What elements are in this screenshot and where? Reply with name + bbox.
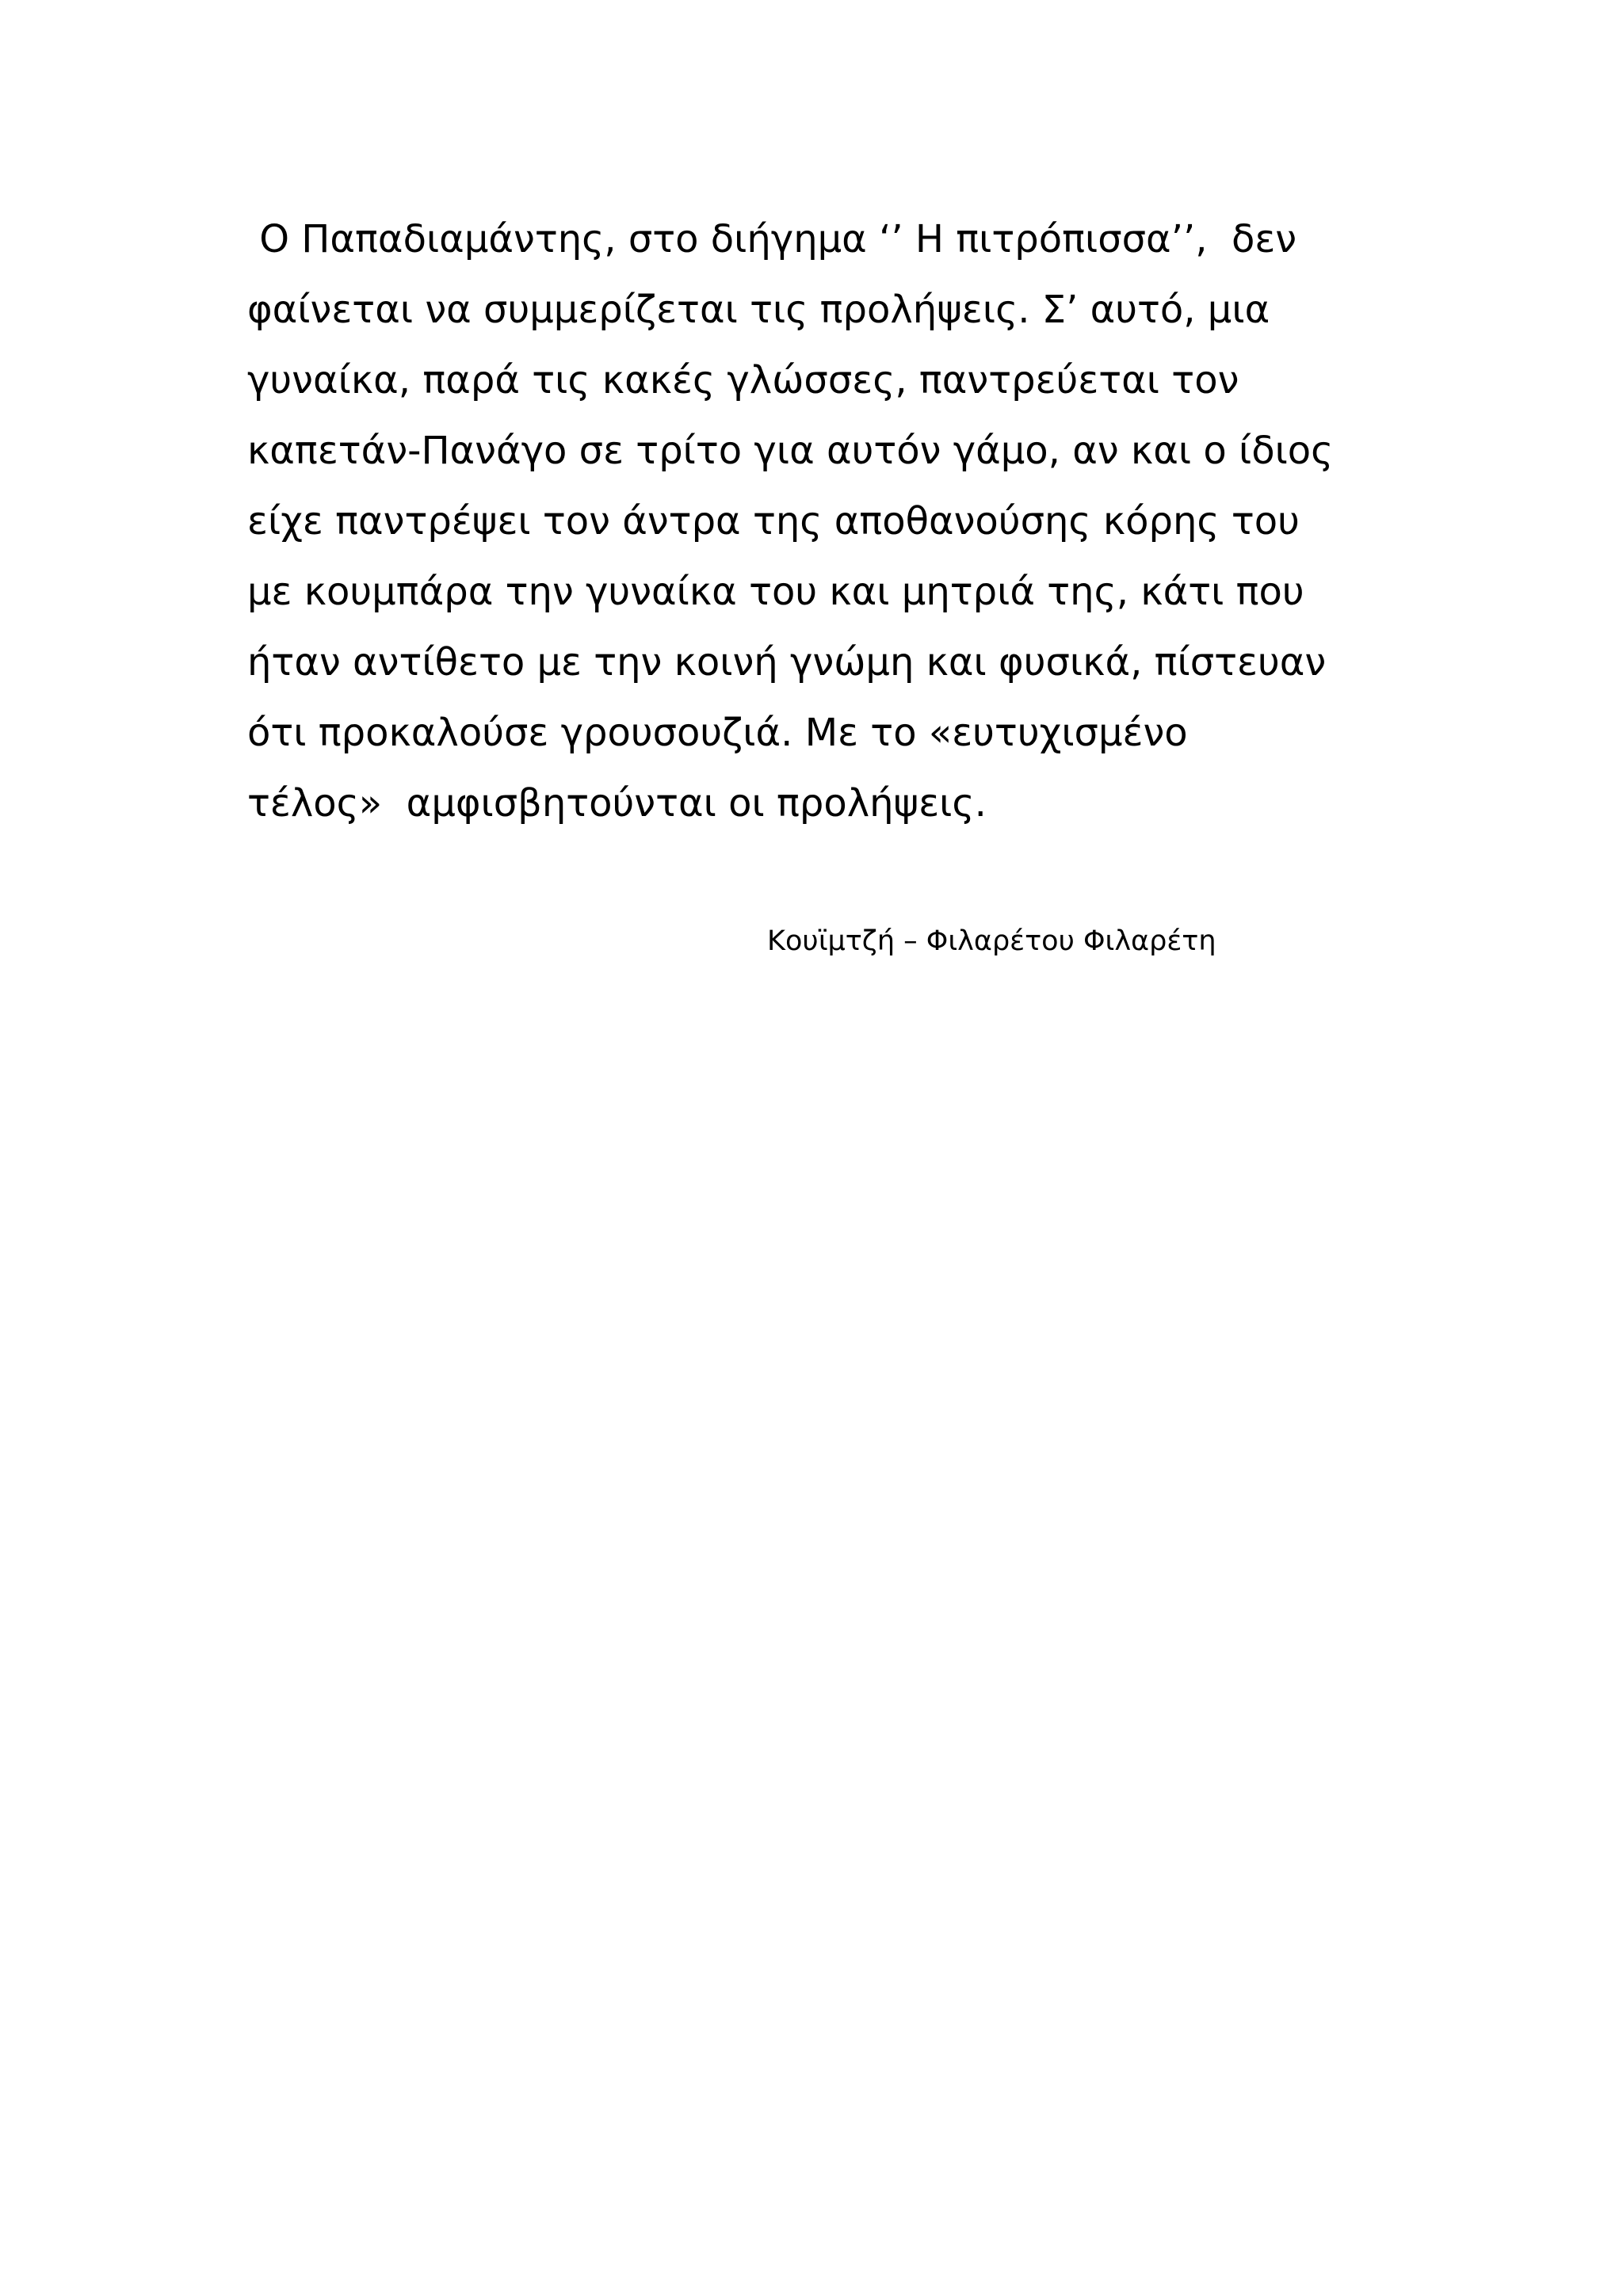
paragraph-line: φαίνεται να συμμερίζεται τις προλήψεις. Σ’ αυτό, μια — [247, 288, 1270, 332]
paragraph-line: είχε παντρέψει τον άντρα της αποθανούσης κόρης του — [247, 499, 1300, 543]
paragraph-line: ήταν αντίθετο με την κοινή γνώμη και φυσικά, πίστευαν — [247, 640, 1327, 685]
paragraph-line: Ο Παπαδιαμάντης, στο διήγημα ‘’ Η πιτρόπισσα’’, δεν — [247, 217, 1297, 261]
author-signature: Κουϊμτζή – Φιλαρέτου Φιλαρέτη — [767, 925, 1216, 957]
paragraph-line: με κουμπάρα την γυναίκα του και μητριά της, κάτι που — [247, 570, 1304, 614]
paragraph-line: γυναίκα, παρά τις κακές γλώσσες, παντρεύεται τον — [247, 358, 1239, 402]
paragraph-line: ότι προκαλούσε γρουσουζιά. Με το «ευτυχισμένο — [247, 711, 1188, 755]
body-paragraph — [247, 204, 1436, 839]
paragraph-line: καπετάν-Πανάγο σε τρίτο για αυτόν γάμο, αν και ο ίδιος — [247, 429, 1334, 473]
paragraph-line: τέλος» αμφισβητούνται οι προλήψεις. — [247, 781, 987, 826]
